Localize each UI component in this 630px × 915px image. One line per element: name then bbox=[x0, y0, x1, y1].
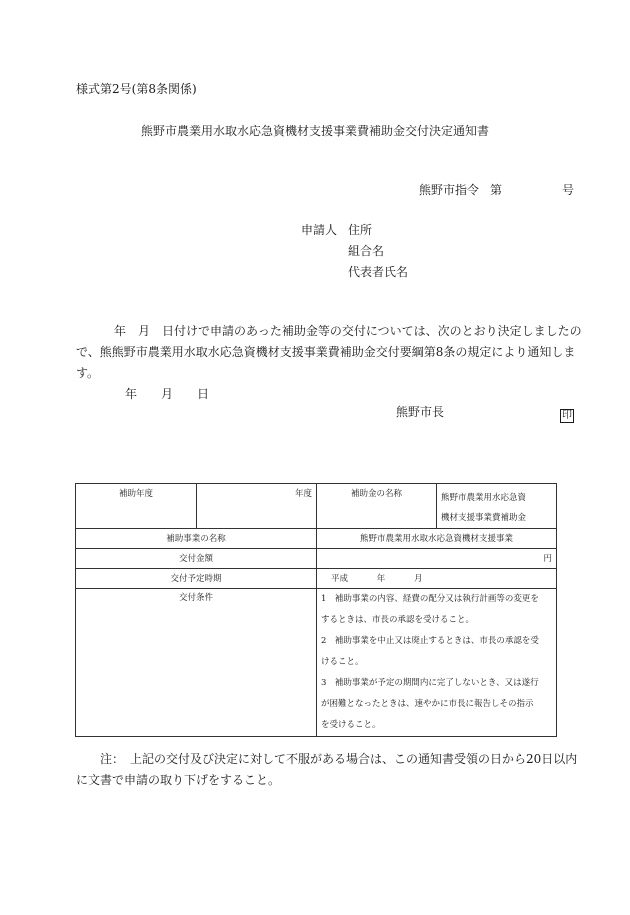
note-line-1: 注： 上記の交付及び決定に対して不服がある場合は、この通知書受領の日から20日以内 bbox=[100, 752, 578, 766]
table-row-project-name bbox=[76, 529, 557, 549]
amount-label: 交付金額 bbox=[76, 549, 317, 569]
applicant-representative-label: 代表者氏名 bbox=[348, 265, 409, 279]
note-line-2: に文書で申請の取り下げをすること。 bbox=[76, 773, 281, 787]
doc-number-go: 号 bbox=[562, 183, 575, 197]
project-name-label: 補助事業の名称 bbox=[76, 529, 317, 549]
condition-line: するときは、市長の承認を受けること。 bbox=[321, 615, 475, 625]
conditions-list bbox=[317, 589, 557, 737]
schedule-month: 月 bbox=[413, 573, 423, 584]
grant-name-line-2: 機材支援事業費補助金 bbox=[441, 513, 527, 523]
grant-name-label: 補助金の名称 bbox=[317, 484, 437, 529]
condition-line: 3 補助事業が予定の期間内に完了しないとき、又は遂行 bbox=[321, 678, 539, 688]
condition-line: が困難となったときは、速やかに市長に報告しその指示 bbox=[321, 699, 534, 709]
body-line-1: 年 月 日付けで申請のあった補助金等の交付については、次のとおり決定しましたの bbox=[114, 324, 582, 338]
amount-unit: 円 bbox=[317, 549, 557, 569]
form-label: 様式第2号(第8条関係) bbox=[76, 82, 197, 96]
date-month: 月 bbox=[161, 387, 174, 401]
doc-number-dai: 第 bbox=[490, 183, 503, 197]
condition-line: を受けること。 bbox=[321, 720, 381, 730]
document-title: 熊野市農業用水取水応急資機材支援事業費補助金交付決定通知書 bbox=[140, 124, 489, 138]
project-name-value: 熊野市農業用水取水応急資機材支援事業 bbox=[317, 529, 557, 549]
grant-name-value bbox=[437, 484, 557, 529]
schedule-label: 交付予定時期 bbox=[76, 569, 317, 589]
applicant-label: 申請人 bbox=[301, 223, 338, 237]
table-row-amount bbox=[76, 549, 557, 569]
schedule-value bbox=[317, 569, 557, 589]
conditions-label: 交付条件 bbox=[76, 589, 317, 737]
seal-label: 印 bbox=[562, 410, 572, 421]
applicant-address-label: 住所 bbox=[348, 223, 373, 237]
grant-details-table bbox=[75, 483, 557, 737]
condition-line: 2 補助事業を中止又は廃止するときは、市長の承認を受 bbox=[321, 636, 539, 646]
issuer-name: 熊野市長 bbox=[396, 405, 445, 419]
body-line-2: で、熊熊野市農業用水取水応急資機材支援事業費補助金交付要綱第8条の規定により通知しま bbox=[76, 345, 576, 359]
schedule-era: 平成 bbox=[331, 573, 349, 584]
doc-number-prefix: 熊野市指令 bbox=[419, 183, 480, 197]
fiscal-year-unit: 年度 bbox=[197, 484, 317, 529]
table-row-fiscal-year bbox=[76, 484, 557, 529]
condition-line: 1 補助事業の内容、経費の配分又は執行計画等の変更を bbox=[321, 594, 539, 604]
date-year: 年 bbox=[125, 387, 138, 401]
applicant-association-label: 組合名 bbox=[348, 244, 385, 258]
condition-line: けること。 bbox=[321, 657, 364, 667]
body-line-3: す。 bbox=[76, 366, 100, 380]
schedule-year: 年 bbox=[376, 573, 386, 584]
table-row-conditions bbox=[76, 589, 557, 737]
seal-mark bbox=[560, 403, 574, 423]
date-day: 日 bbox=[197, 387, 210, 401]
fiscal-year-label: 補助年度 bbox=[76, 484, 197, 529]
grant-name-line-1: 熊野市農業用水応急資 bbox=[441, 493, 527, 503]
table-row-schedule bbox=[76, 569, 557, 589]
